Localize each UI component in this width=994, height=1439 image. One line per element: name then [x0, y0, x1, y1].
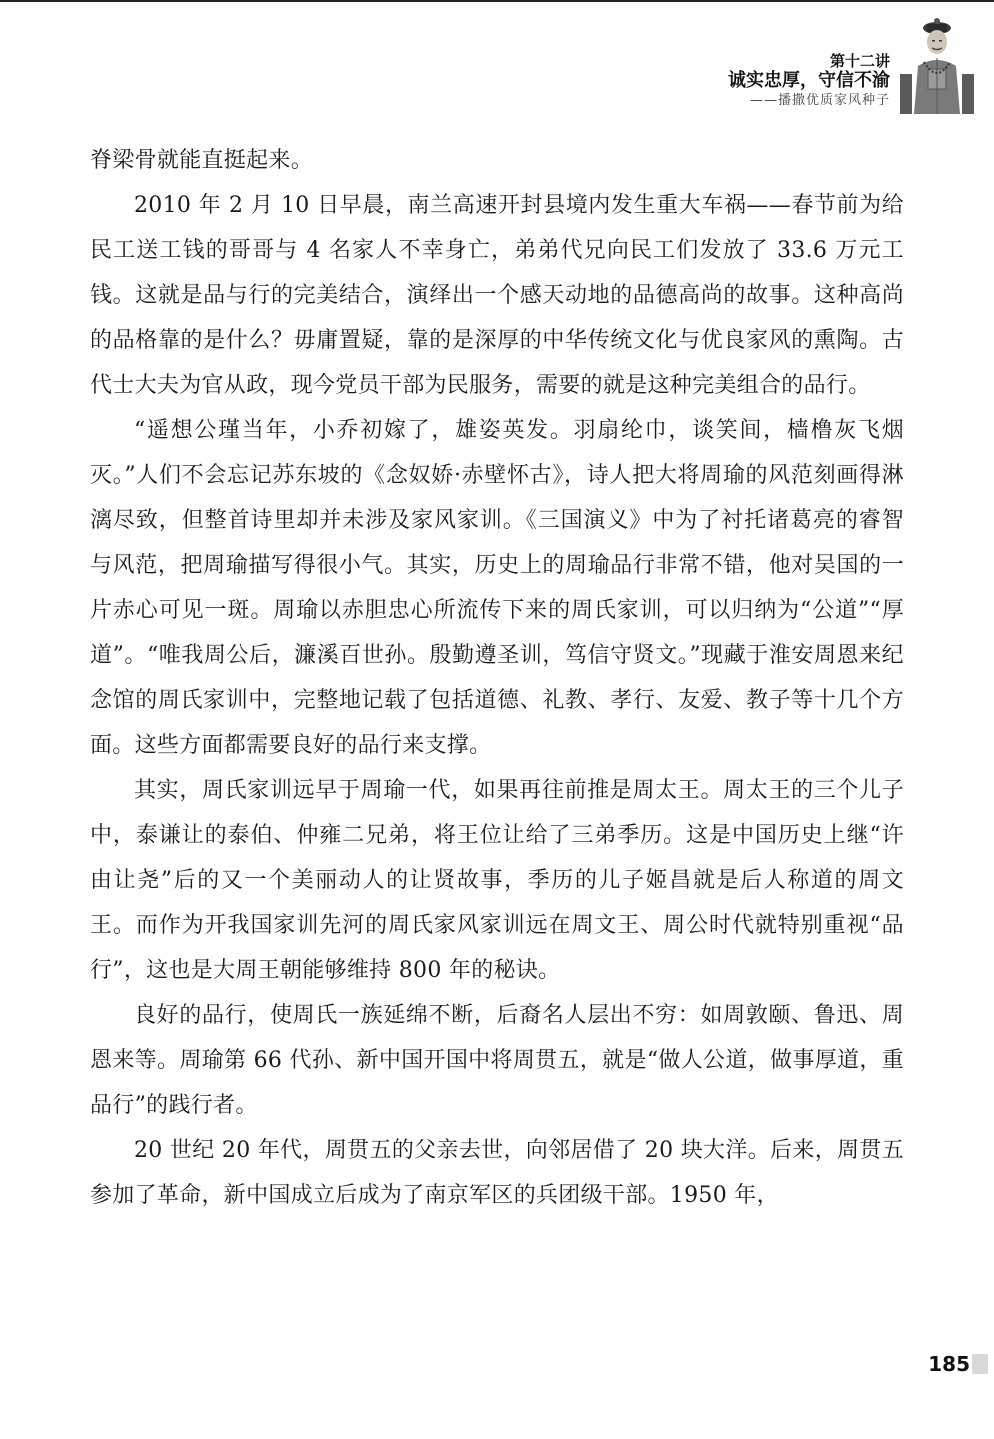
lecture-title: 诚实忠厚，守信不渝	[728, 70, 890, 91]
body-text	[90, 138, 904, 1218]
lecture-subtitle: ——播撒优质家风种子	[749, 93, 890, 108]
paragraph-zhou-yu: “遥想公瑾当年，小乔初嫁了，雄姿英发。羽扇纶巾，谈笑间，樯橹灰飞烟灭。”人们不会忘记苏东坡的《念奴娇·赤壁怀古》，诗人把大将周瑜的风范刻画得淋漓尽致，但整首诗里却并未涉及家风家训。《三国演义》中为了衬托诸葛亮的睿智与风范，把周瑜描写得很小气。其实，历史上的周瑜品行非常不错，他对吴国的一片赤心可见一斑。周瑜以赤胆忠心所流传下来的周氏家训，可以归纳为“公道”“厚道”。“唯我周公后，濂溪百世孙。殷勤遵圣训，笃信守贤文。”现藏于淮安周恩来纪念馆的周氏家训中，完整地记载了包括道德、礼教、孝行、友爱、教子等十几个方面。这些方面都需要良好的品行来支撑。	[90, 418, 904, 758]
page-number-tab	[972, 1354, 988, 1374]
paragraph-zhou-guanwu: 20 世纪 20 年代，周贯五的父亲去世，向邻居借了 20 块大洋。后来，周贯五参加了革命，新中国成立后成为了南京军区的兵团级干部。1950 年，	[90, 1138, 904, 1208]
portrait-icon	[896, 14, 978, 114]
paragraph-car-accident: 2010 年 2 月 10 日早晨，南兰高速开封县境内发生重大车祸——春节前为给民工送工钱的哥哥与 4 名家人不幸身亡，弟弟代兄向民工们发放了 33.6 万元工钱。这就是品与行的完美结合，演绎出一个感天动地的品德高尚的故事。这种高尚的品格靠的是什么？毋庸置疑，靠的是深厚的中华传统文化与优良家风的熏陶。古代士大夫为官从政，现今党员干部为民服务，需要的就是这种完美组合的品行。	[90, 193, 904, 398]
running-header	[728, 52, 890, 110]
lecture-number: 第十二讲	[829, 52, 890, 70]
page-number: 185	[928, 1352, 970, 1376]
paragraph-continuation: 脊梁骨就能直挺起来。	[90, 148, 314, 173]
paragraph-zhou-descendants: 良好的品行，使周氏一族延绵不断，后裔名人层出不穷：如周敦颐、鲁迅、周恩来等。周瑜第 66 代孙、新中国开国中将周贯五，就是“做人公道，做事厚道，重品行”的践行者。	[90, 1003, 904, 1118]
top-rule	[0, 0, 994, 2]
paragraph-zhou-family-motto: 其实，周氏家训远早于周瑜一代，如果再往前推是周太王。周太王的三个儿子中，泰谦让的泰伯、仲雍二兄弟，将王位让给了三弟季历。这是中国历史上继“许由让尧”后的又一个美丽动人的让贤故事，季历的儿子姬昌就是后人称道的周文王。而作为开我国家训先河的周氏家风家训远在周文王、周公时代就特别重视“品行”，这也是大周王朝能够维持 800 年的秘诀。	[90, 778, 904, 983]
